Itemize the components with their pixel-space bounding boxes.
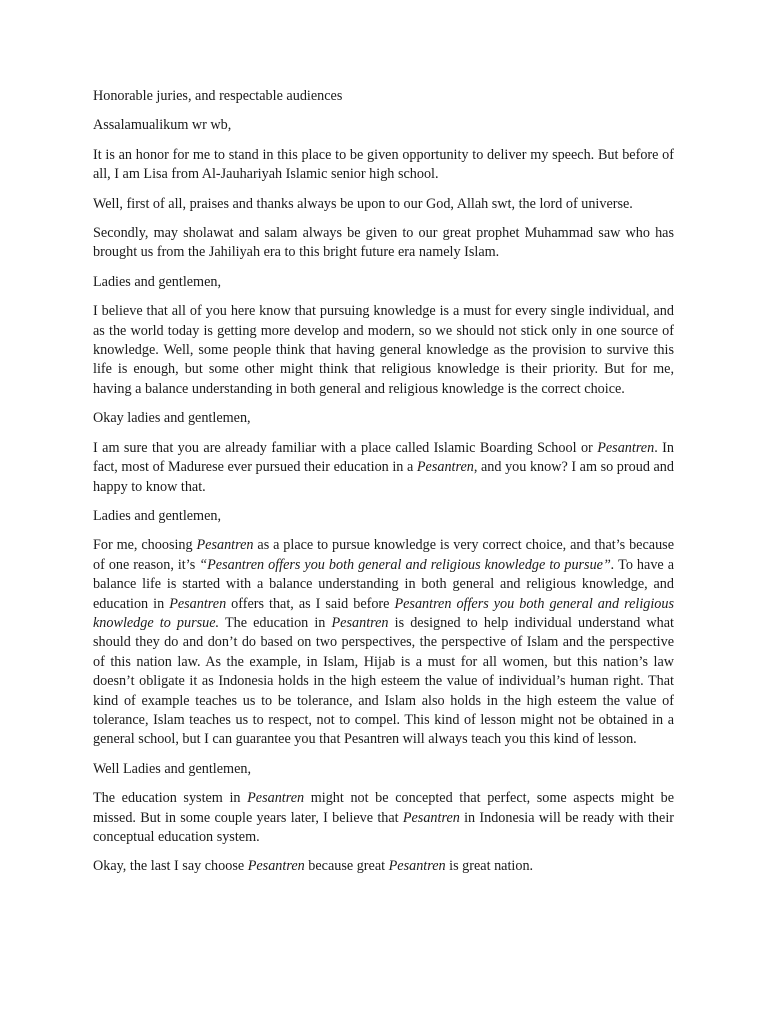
paragraph-address-2 bbox=[93, 409, 674, 428]
italic-text: Pesantren bbox=[416, 459, 474, 476]
italic-text: Pesantren bbox=[247, 858, 305, 875]
paragraph-address-1 bbox=[93, 273, 674, 292]
text-run: It is an honor for me to stand in this place to be given opportunity to deliver my speech. But before of all, I am Lisa from Al-Jauhariyah Islamic senior high school. bbox=[93, 146, 674, 183]
text-run: is designed to help individual understand what should they do and don’t do based on two perspectives, the perspective of Islam and the perspective of this nation law. As the example, in Islam, Hijab is a must for all women, but this nation’s law doesn’t obligate it as Indonesia holds in the high esteem the value of individual’s human right. That kind of example teaches us to be tolerance, and Islam also holds in the high esteem the value of tolerance, Islam teaches us to respect, not to compel. This kind of lesson might not be obtained in a general school, but I can guarantee you that Pesantren will always teach you this kind of lesson. bbox=[93, 614, 674, 748]
italic-text: Pesantren bbox=[169, 595, 227, 612]
paragraph-sholawat bbox=[93, 224, 674, 263]
paragraph-boarding-school bbox=[93, 439, 674, 497]
paragraph-address-4 bbox=[93, 760, 674, 779]
text-run: The education in bbox=[219, 614, 332, 631]
paragraph-knowledge bbox=[93, 302, 674, 399]
text-run: offers that, as I said before bbox=[226, 595, 395, 612]
text-run: is great nation. bbox=[445, 858, 534, 875]
text-run: For me, choosing bbox=[93, 537, 197, 554]
text-run: might not be concepted that perfect, some aspects might be missed. But in some couple years later, I believe that bbox=[93, 790, 674, 826]
paragraph-address-3 bbox=[93, 507, 674, 526]
paragraph-education-system bbox=[93, 789, 674, 847]
italic-text: Pesantren bbox=[331, 614, 389, 631]
paragraph-assalamualaikum bbox=[93, 116, 674, 135]
text-run: as a place to pursue knowledge is very correct choice, and that’s because of one reason, it’s bbox=[93, 537, 674, 573]
paragraph-main-argument bbox=[93, 536, 674, 749]
paragraph-closing bbox=[93, 857, 674, 876]
text-run: because great bbox=[304, 858, 389, 875]
paragraph-greeting-juries bbox=[93, 87, 674, 106]
text-run: Ladies and gentlemen, bbox=[93, 507, 222, 524]
text-run: I am sure that you are already familiar with a place called Islamic Boarding School or bbox=[93, 439, 598, 456]
italic-text: Pesantren bbox=[247, 790, 305, 807]
text-run: Well, first of all, praises and thanks always be upon to our God, Allah swt, the lord of universe. bbox=[93, 195, 633, 212]
text-run: I believe that all of you here know that pursuing knowledge is a must for every single individual, and as the world today is getting more develop and modern, so we should not stick only in one source of knowledge. Well, some people think that having general knowledge as the provision to survive this life is enough, but some other might think that religious knowledge is their priority. But for me, having a balance understanding in both general and religious knowledge is the correct choice. bbox=[93, 303, 674, 397]
italic-text: Pesantren offers you both general and religious knowledge to pursue. bbox=[93, 595, 675, 631]
text-run: . In fact, most of Madurese ever pursued their education in a bbox=[93, 439, 674, 476]
text-run: Secondly, may sholawat and salam always be given to our great prophet Muhammad saw who has brought us from the Jahiliyah era to this bright future era namely Islam. bbox=[93, 225, 674, 261]
text-run: in Indonesia will be ready with their conceptual education system. bbox=[93, 809, 674, 845]
italic-text: Pesantren bbox=[597, 439, 655, 456]
text-run: Well Ladies and gentlemen, bbox=[93, 760, 252, 777]
italic-text: Pesantren bbox=[196, 537, 254, 554]
text-run: The education system in bbox=[93, 790, 248, 807]
italic-text: Pesantren bbox=[388, 858, 446, 875]
text-run: Okay ladies and gentlemen, bbox=[93, 410, 251, 427]
speech-document bbox=[93, 87, 674, 887]
text-run: To have a balance life is started with a balance understanding in both general and religious knowledge, and education in bbox=[93, 556, 675, 612]
paragraph-introduction bbox=[93, 146, 674, 185]
text-run: Okay, the last I say choose bbox=[93, 858, 248, 875]
text-run: Ladies and gentlemen, bbox=[93, 273, 222, 290]
italic-text: “Pesantren offers you both general and religious knowledge to pursue”. bbox=[199, 556, 615, 573]
text-run: Honorable juries, and respectable audiences bbox=[93, 88, 343, 104]
paragraph-praise bbox=[93, 195, 674, 214]
italic-text: Pesantren bbox=[402, 809, 460, 826]
text-run: , and you know? I am so proud and happy to know that. bbox=[93, 459, 674, 495]
text-run: Assalamualikum wr wb, bbox=[93, 117, 232, 134]
